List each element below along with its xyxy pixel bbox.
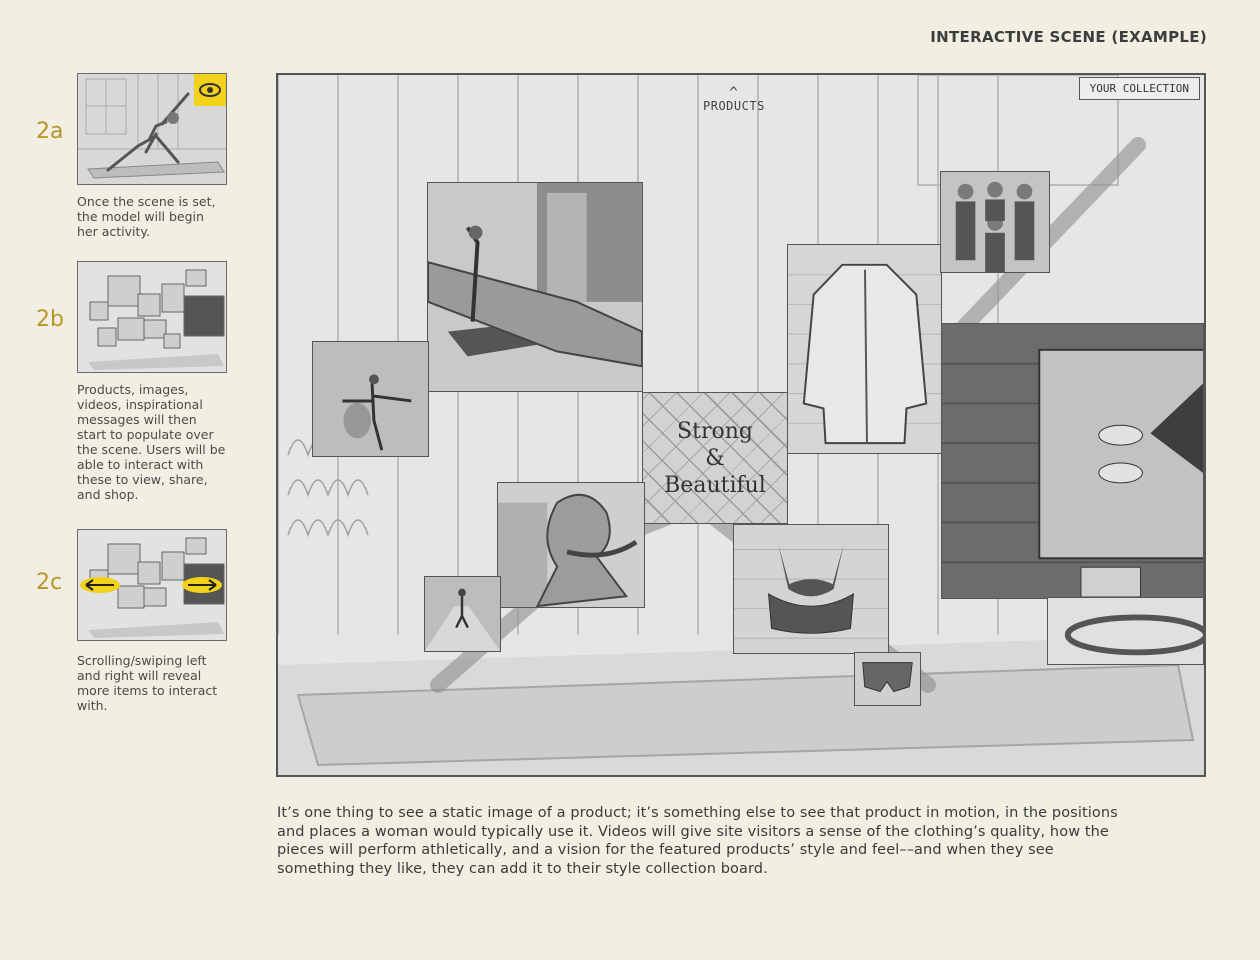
step-label-2b: 2b: [36, 307, 64, 332]
video-tile-yoga-plank[interactable]: [427, 182, 643, 392]
page-title: INTERACTIVE SCENE (EXAMPLE): [930, 28, 1207, 46]
products-nav-button[interactable]: [703, 87, 765, 113]
step-thumbnail-2a: [77, 73, 227, 185]
chevron-up-icon: ^: [729, 85, 739, 101]
swipe-left-icon: [80, 577, 120, 593]
message-line-2: &: [705, 445, 725, 471]
product-tile-jacket[interactable]: [787, 244, 942, 454]
product-tile-sports-bra[interactable]: [733, 524, 889, 654]
video-tile-feet[interactable]: [941, 323, 1204, 599]
step-description-2a: Once the scene is set, the model will begin her activity.: [77, 194, 216, 239]
product-tile-bottoms[interactable]: [854, 652, 921, 706]
step-description-2b: Products, images, videos, inspirational messages will then start to populate over the scene. Users will be able to interact with these to view, share, and shop.: [77, 382, 226, 502]
image-tile-dancer[interactable]: [312, 341, 429, 457]
step-thumbnail-2c: [77, 529, 227, 641]
step-thumbnail-2b: [77, 261, 227, 373]
inspirational-message-tile[interactable]: [642, 392, 788, 524]
image-tile-group[interactable]: [940, 171, 1050, 273]
message-line-1: Strong: [677, 418, 753, 444]
image-tile-woman-scarf[interactable]: [497, 482, 645, 608]
step-label-2a: 2a: [36, 119, 64, 144]
swipe-right-icon: [182, 577, 222, 593]
description-paragraph: It’s one thing to see a static image of a product; it’s something else to see that product in motion, in the positions and places a woman would typically use it. Videos will give site visitors a sense of the clothing’s quality, how the pieces will perform athletically, and a vision for the featured products’ style and feel––and when they see something they like, they can add it to their style collection board.: [277, 805, 1118, 877]
step-label-2c: 2c: [36, 570, 63, 595]
message-line-3: Beautiful: [664, 472, 766, 498]
interactive-scene: [276, 73, 1206, 777]
your-collection-button[interactable]: YOUR COLLECTION: [1079, 77, 1200, 100]
video-tile-runner[interactable]: [424, 576, 501, 652]
product-tile-mat-strap[interactable]: [1047, 597, 1204, 665]
step-description-2c: Scrolling/swiping left and right will reveal more items to interact with.: [77, 653, 218, 713]
products-nav-label: PRODUCTS: [703, 99, 765, 113]
